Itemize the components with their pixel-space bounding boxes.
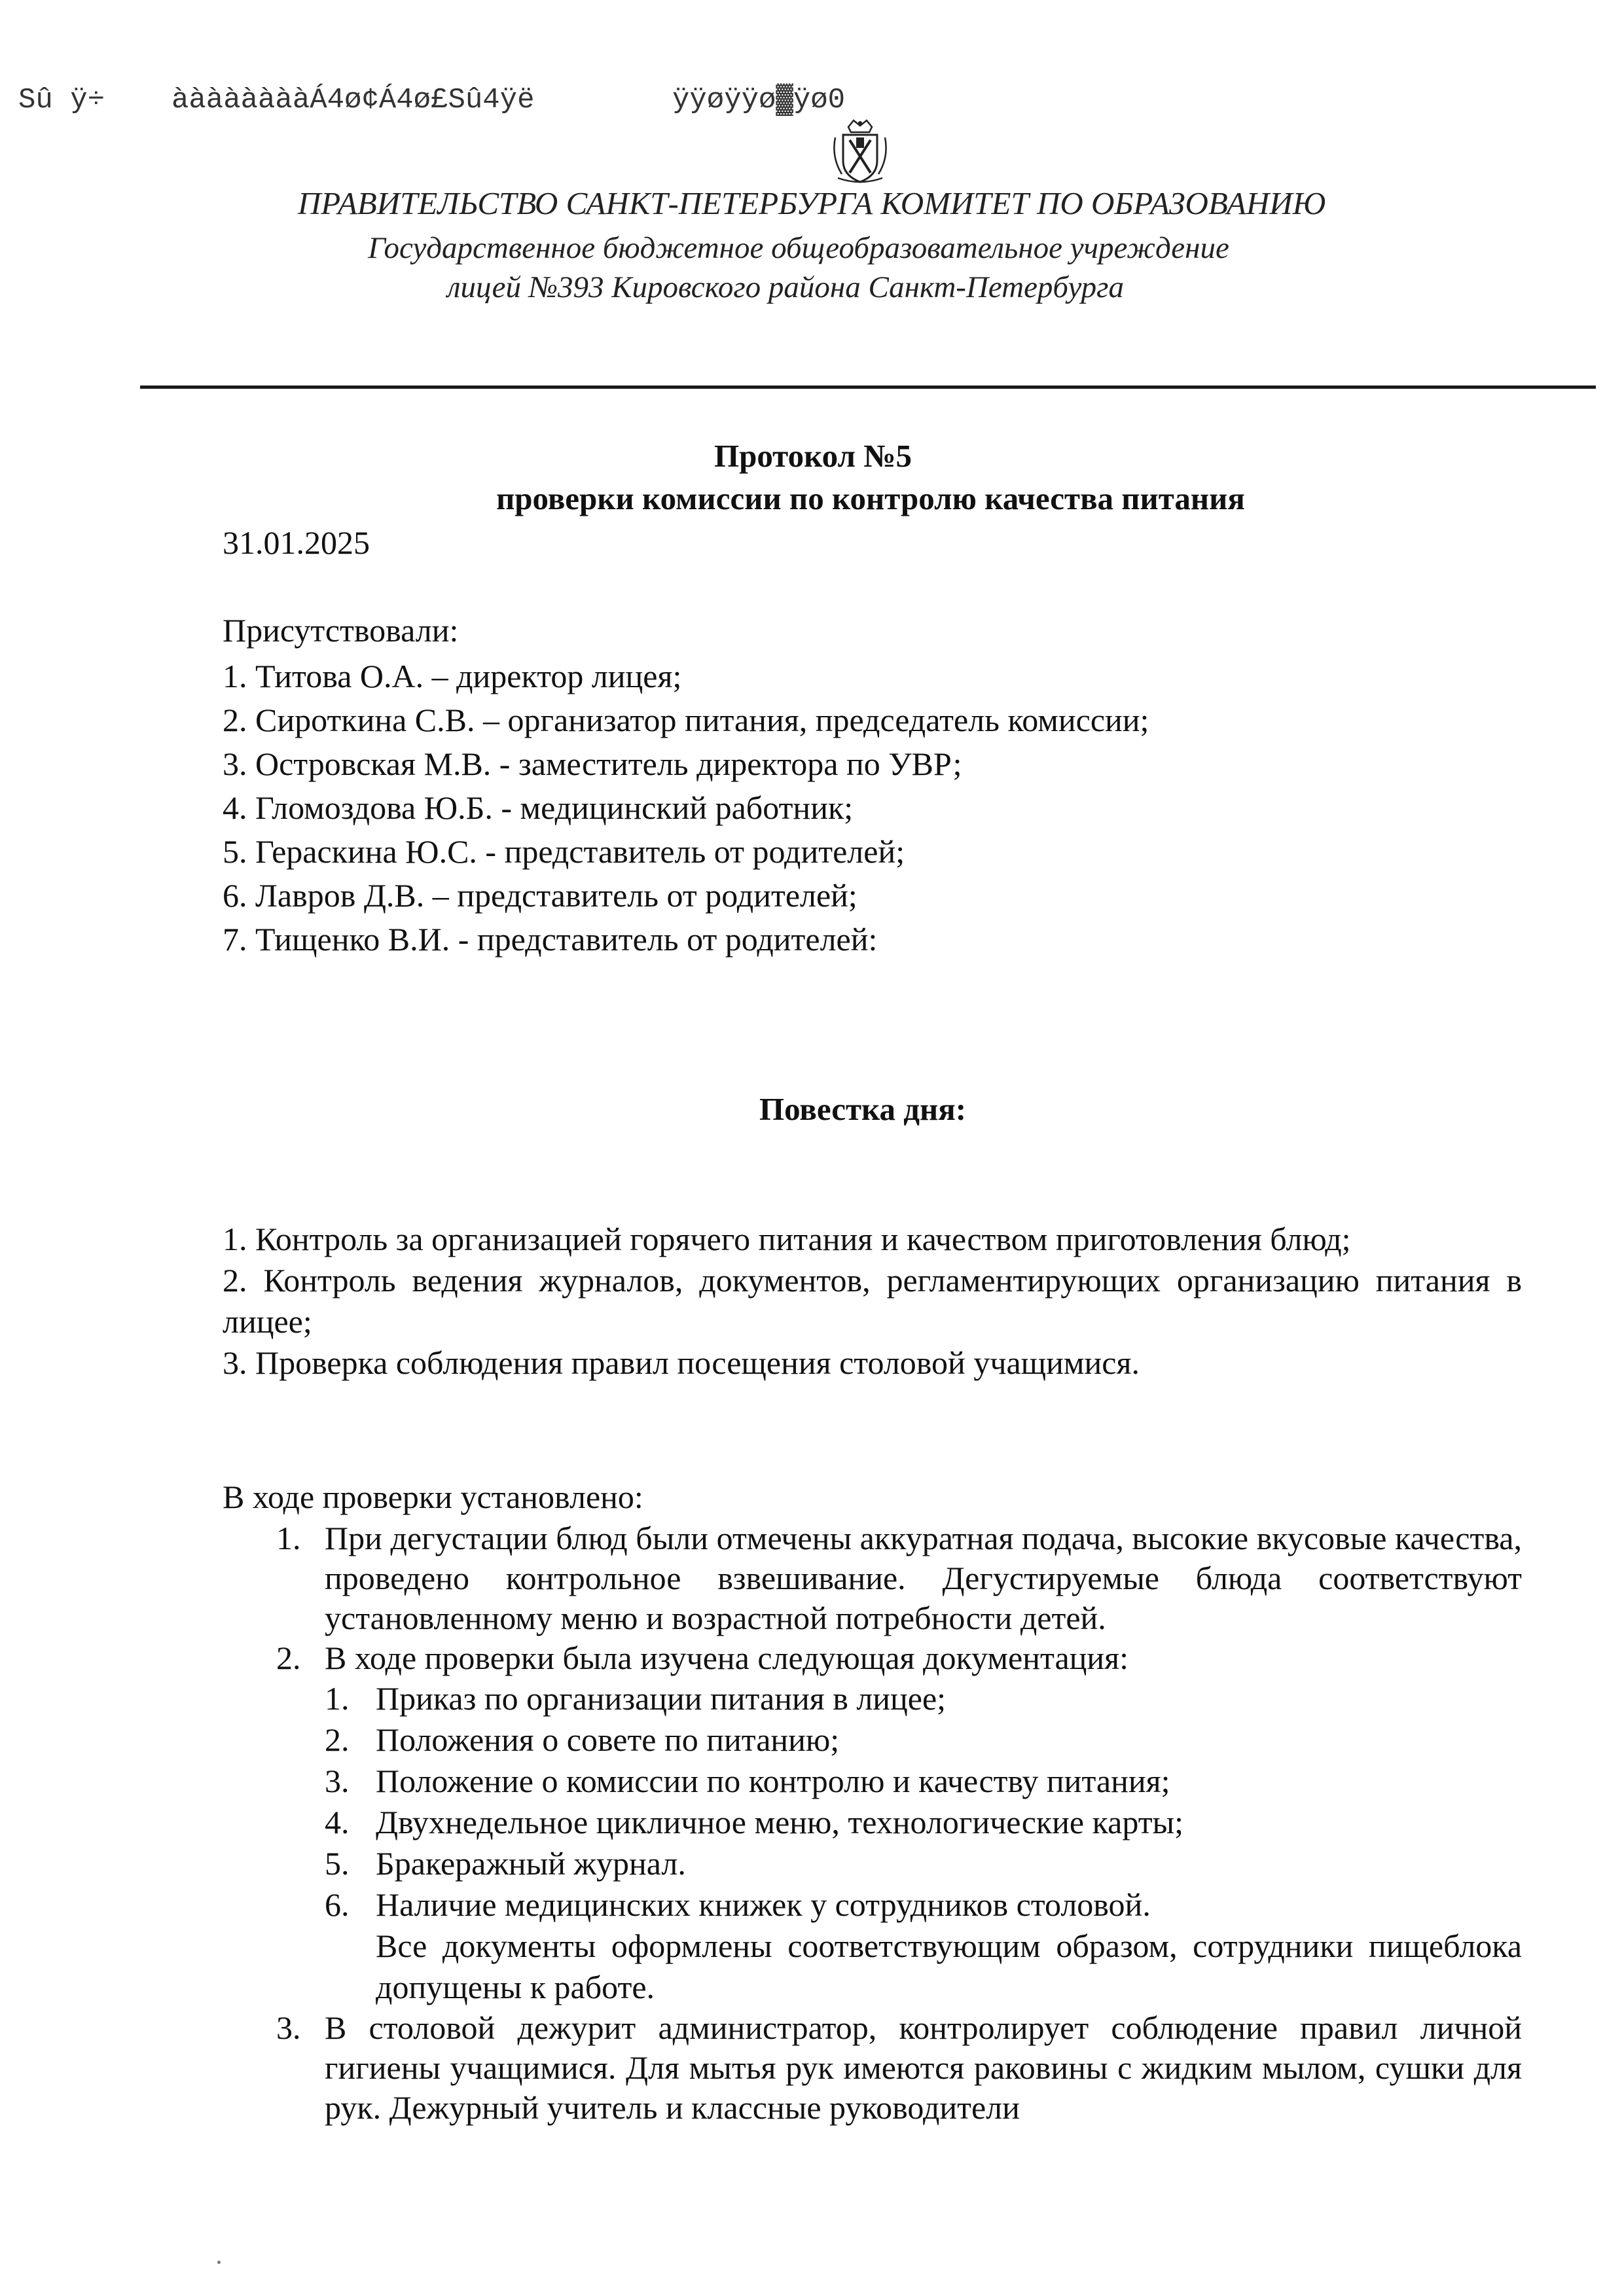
- protocol-title: Протокол №5: [713, 438, 912, 474]
- document-text: Положение о комиссии по контролю и качеству питания;: [376, 1763, 1170, 1799]
- finding-text: В ходе проверки была изучена следующая документация:: [325, 1640, 1129, 1676]
- attendee-item: 4. Гломоздова Ю.Б. - медицинский работник;: [223, 789, 854, 826]
- document-text: Наличие медицинских книжек у сотрудников столовой.: [376, 1886, 1151, 1923]
- document-number: 2.: [325, 1721, 350, 1758]
- agenda-item: 3. Проверка соблюдения правил посещения столовой учащимися.: [223, 1344, 1140, 1381]
- finding-number: 1.: [276, 1520, 301, 1556]
- finding-item: [262, 1638, 1522, 2008]
- findings-label: В ходе проверки установлено:: [223, 1479, 643, 1515]
- document-number: 6.: [325, 1886, 350, 1923]
- spb-coat-of-arms-icon: [829, 118, 892, 186]
- attendee-item: 6. Лавров Д.В. – представитель от родителей;: [223, 877, 857, 914]
- org-header-line: Государственное бюджетное общеобразовательное учреждение: [368, 231, 1229, 265]
- scan-speck: [217, 2261, 221, 2264]
- document-number: 5.: [325, 1845, 350, 1882]
- attendee-item: 5. Гераскина Ю.С. - представитель от родителей;: [223, 833, 905, 870]
- scan-artifact-text: Sû ÿ÷: [18, 84, 105, 117]
- document-item: [325, 1884, 1522, 1926]
- protocol-subtitle: проверки комиссии по контролю качества питания: [496, 480, 1245, 516]
- attendees-label: Присутствовали:: [223, 612, 459, 649]
- agenda-list: [223, 1219, 1522, 1384]
- scan-artifact-text: ÿÿøÿÿø▓ÿø0: [672, 84, 846, 117]
- document-item: [325, 1843, 1522, 1884]
- finding-item: [262, 1518, 1522, 1638]
- attendees-list: [223, 655, 1149, 961]
- attendee-item: 7. Тищенко В.И. - представитель от родителей:: [223, 921, 878, 958]
- document-item: [325, 1761, 1522, 1802]
- document-number: 1.: [325, 1680, 350, 1717]
- finding-text: В столовой дежурит администратор, контролирует соблюдение правил личной гигиены учащимися. Для мытья рук имеются раковины с жидким мылом, сушки для рук. Дежурный учитель и классные руководители: [325, 2009, 1522, 2126]
- org-header-line: ПРАВИТЕЛЬСТВО САНКТ-ПЕТЕРБУРГА КОМИТЕТ ПО ОБРАЗОВАНИЮ: [297, 185, 1326, 221]
- documents-note: Все документы оформлены соответствующим образом, сотрудники пищеблока допущены к работе.: [376, 1928, 1522, 2005]
- agenda-title: Повестка дня:: [759, 1091, 967, 1127]
- finding-number: 2.: [276, 1640, 301, 1676]
- document-text: Двухнедельное цикличное меню, технологические карты;: [376, 1804, 1184, 1840]
- scan-artifact-text: ààààààààÁ4ø¢Á4ø£Sû4ÿë: [171, 84, 535, 117]
- attendee-item: 3. Островская М.В. - заместитель директора по УВР;: [223, 745, 962, 782]
- document-text: Приказ по организации питания в лицее;: [376, 1680, 947, 1717]
- header-divider: [140, 386, 1596, 389]
- agenda-item: 1. Контроль за организацией горячего питания и качеством приготовления блюд;: [223, 1221, 1351, 1257]
- attendee-item: 1. Титова О.А. – директор лицея;: [223, 658, 682, 694]
- findings-list: [262, 1518, 1522, 2128]
- finding-item: [262, 2008, 1522, 2128]
- finding-number: 3.: [276, 2009, 301, 2046]
- document-item: [325, 1678, 1522, 1719]
- document-text: Бракеражный журнал.: [376, 1845, 686, 1882]
- agenda-item: 2. Контроль ведения журналов, документов, регламентирующих организацию питания в лицее;: [223, 1262, 1522, 1340]
- document-text: Положения о совете по питанию;: [376, 1721, 840, 1758]
- documents-list: [325, 1678, 1522, 1926]
- document-number: 3.: [325, 1763, 350, 1799]
- finding-text: При дегустации блюд были отмечены аккуратная подача, высокие вкусовые качества, проведено контрольное взвешивание. Дегустируемые блюда соответствуют установленному меню и возрастной потребности детей.: [325, 1520, 1522, 1636]
- document-item: [325, 1802, 1522, 1843]
- document-number: 4.: [325, 1804, 350, 1840]
- document-item: [325, 1719, 1522, 1761]
- org-header-line: лицей №393 Кировского района Санкт-Петербурга: [446, 270, 1125, 304]
- attendee-item: 2. Сироткина С.В. – организатор питания, председатель комиссии;: [223, 702, 1149, 738]
- protocol-date: 31.01.2025: [223, 524, 370, 561]
